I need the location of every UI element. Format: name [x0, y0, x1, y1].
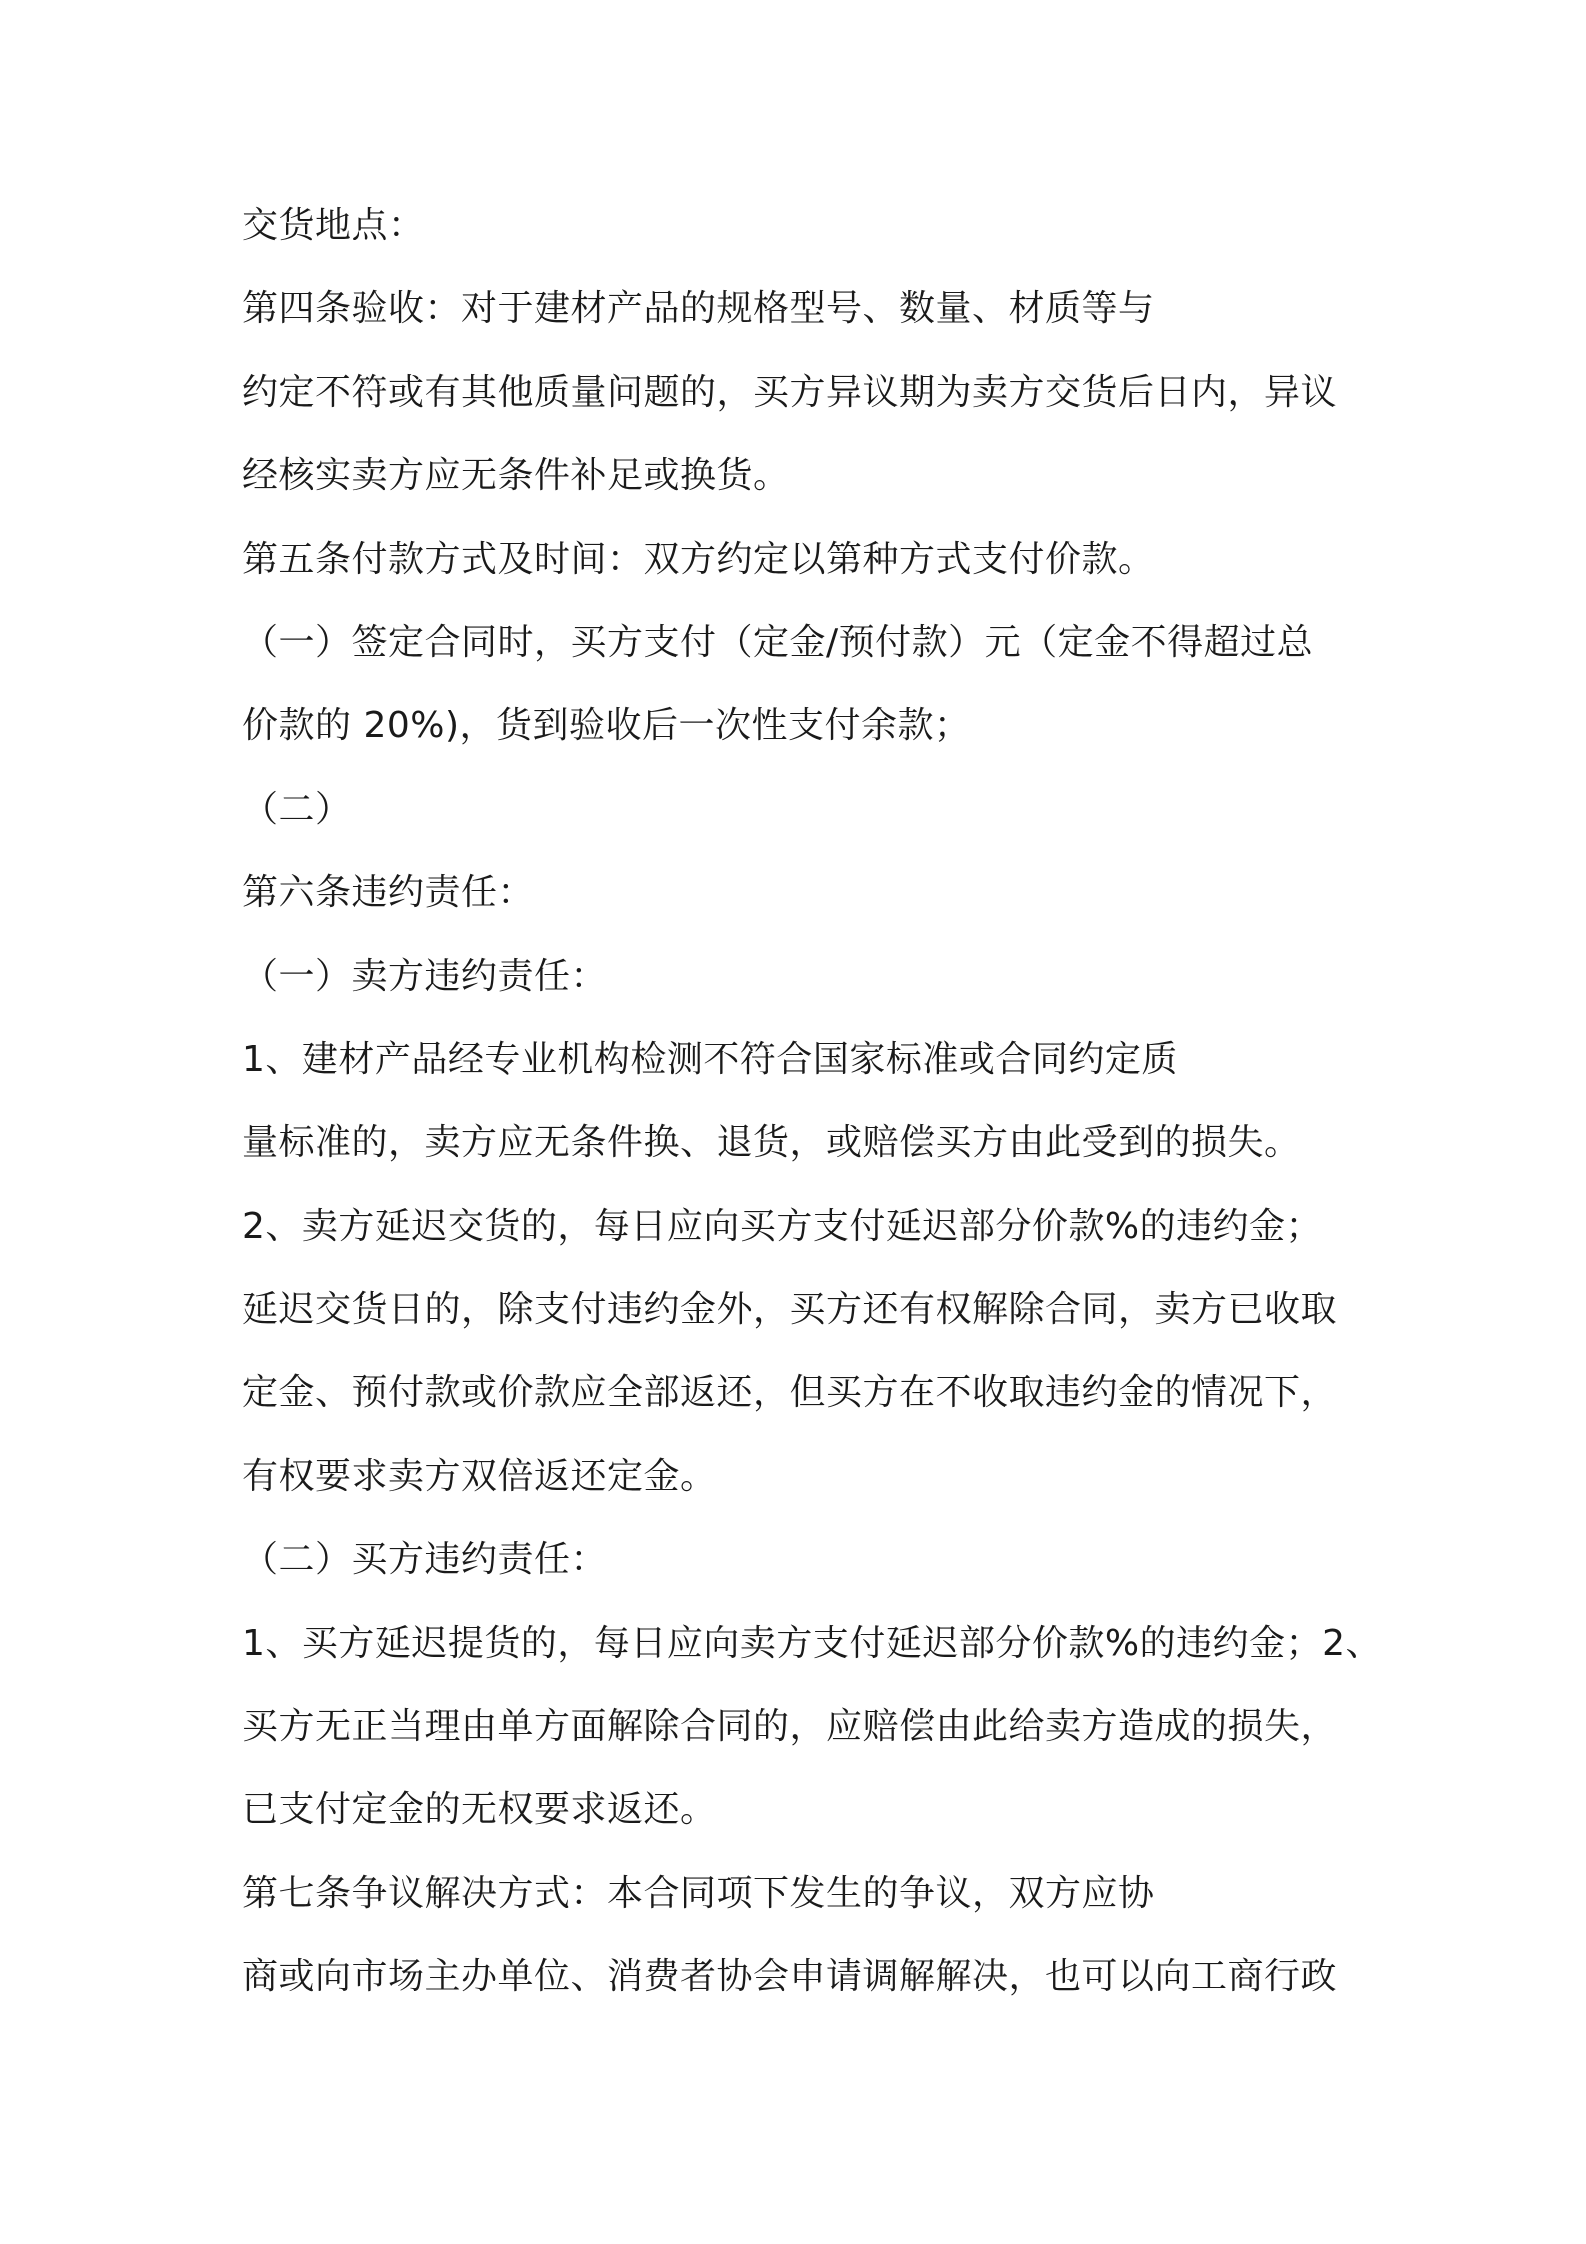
text-line: 量标准的，卖方应无条件换、退货，或赔偿买方由此受到的损失。 [242, 1122, 1301, 1164]
text-line: （二）买方违约责任： [242, 1539, 608, 1581]
text-line: 2、卖方延迟交货的，每日应向买方支付延迟部分价款%的违约金； [242, 1205, 1323, 1247]
text-line: （一）签定合同时，买方支付（定金/预付款）元（定金不得超过总 [242, 621, 1314, 663]
text-line: （一）卖方违约责任： [242, 955, 608, 997]
text-line: 延迟交货日的，除支付违约金外，买方还有权解除合同，卖方已收取 [242, 1289, 1338, 1331]
text-line: 经核实卖方应无条件补足或换货。 [242, 455, 790, 497]
text-line-article4: 第四条验收：对于建材产品的规格型号、数量、材质等与 [242, 288, 1155, 330]
contract-text [242, 200, 1383, 2035]
text-line: （二） [242, 788, 352, 830]
text-line: 商或向市场主办单位、消费者协会申请调解解决，也可以向工商行政 [242, 1956, 1338, 1998]
text-line: 1、建材产品经专业机构检测不符合国家标准或合同约定质 [242, 1038, 1178, 1080]
text-line: 有权要求卖方双倍返还定金。 [242, 1455, 717, 1497]
text-line: 已支付定金的无权要求返还。 [242, 1789, 717, 1831]
text-line-article6: 第六条违约责任： [242, 872, 535, 914]
text-line-article5: 第五条付款方式及时间：双方约定以第种方式支付价款。 [242, 538, 1155, 580]
text-line: 1、买方延迟提货的，每日应向卖方支付延迟部分价款%的违约金；2、 [242, 1622, 1383, 1664]
text-line: 买方无正当理由单方面解除合同的，应赔偿由此给卖方造成的损失， [242, 1706, 1338, 1748]
text-line-article7: 第七条争议解决方式：本合同项下发生的争议，双方应协 [242, 1872, 1155, 1914]
text-line: 定金、预付款或价款应全部返还，但买方在不收取违约金的情况下， [242, 1372, 1338, 1414]
text-line-delivery-location: 交货地点： [242, 205, 425, 246]
text-line: 价款的 20%)，货到验收后一次性支付余款； [242, 705, 971, 747]
text-line: 约定不符或有其他质量问题的，买方异议期为卖方交货后日内，异议 [242, 371, 1338, 413]
